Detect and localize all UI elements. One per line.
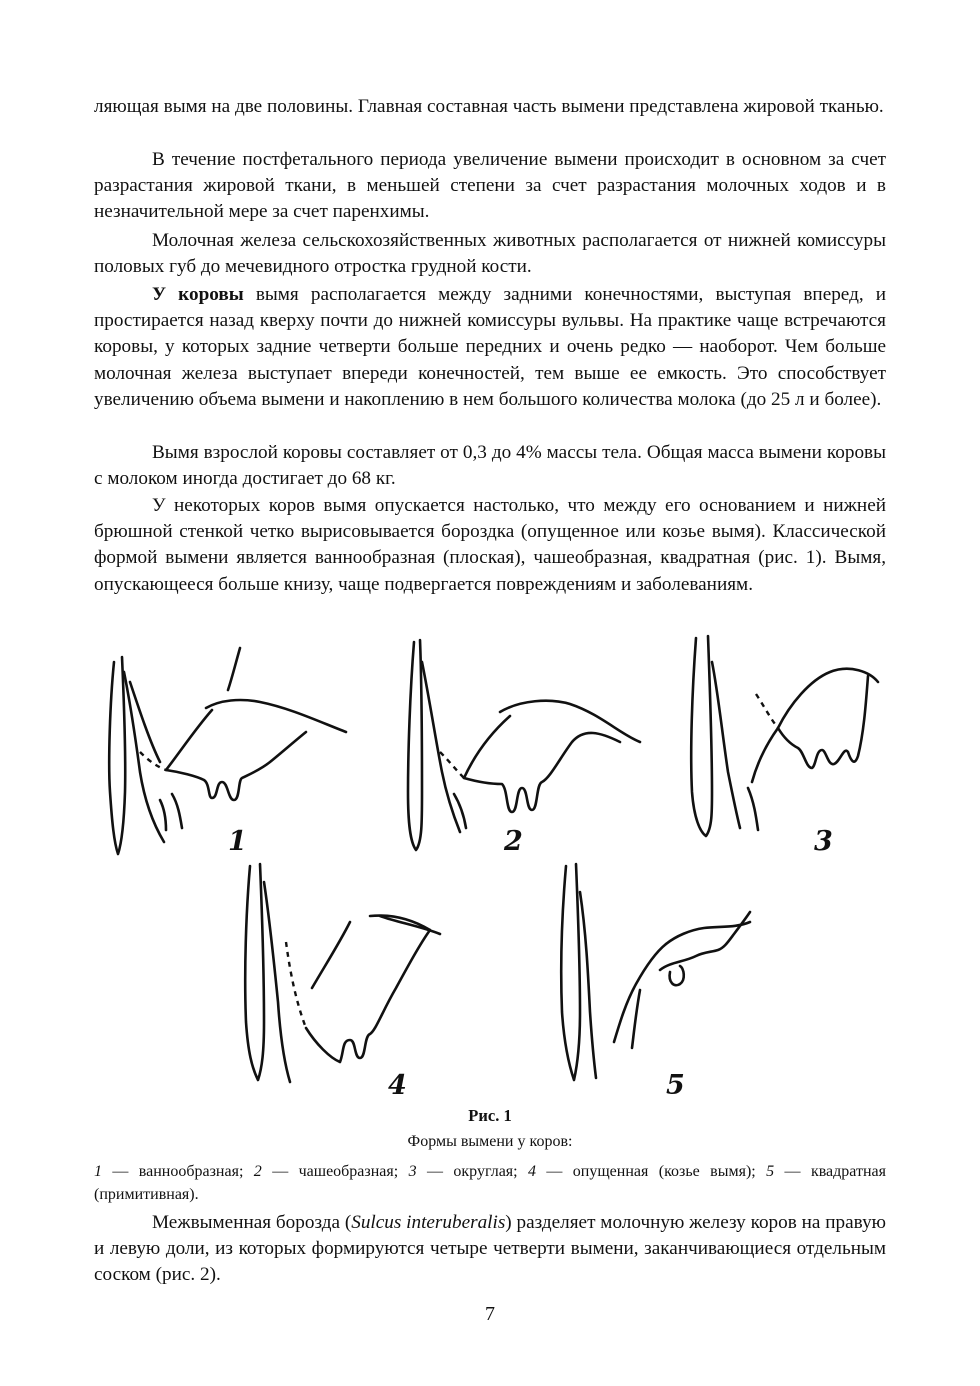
legend-text-5: — квадратная (примитивная). bbox=[94, 1163, 886, 1203]
figure-subtitle: Формы вымени у коров: bbox=[407, 1133, 573, 1150]
udder-forms-figure bbox=[100, 632, 880, 1102]
paragraph-cow-lead: У коровы bbox=[152, 284, 244, 305]
udder-shape-2-drawing bbox=[408, 640, 640, 850]
paragraph-postfetal: В течение постфетального периода увеличение вымени происходит в основном за счет разрастания жировой ткани, в меньшей степени за счет разрастания молочных ходов и в незначительной мере за счет паренхимы. bbox=[94, 149, 886, 223]
legend-num-4: 4 bbox=[528, 1163, 536, 1180]
udder-shape-1-drawing bbox=[109, 648, 346, 854]
legend-num-3: 3 bbox=[408, 1163, 417, 1180]
paragraph-location: Молочная железа сельскохозяйственных животных располагается от нижней комиссуры половых губ до мечевидного отростка грудной кости. bbox=[94, 230, 886, 278]
figure-legend bbox=[94, 1160, 886, 1206]
paragraph-sulcus bbox=[94, 1210, 886, 1289]
figure-label-1: 1 bbox=[228, 826, 247, 857]
page-number: 7 bbox=[485, 1303, 495, 1325]
figure-label-5: 5 bbox=[666, 1070, 685, 1101]
paragraph-continuation: ляющая вымя на две половины. Главная составная часть вымени представлена жировой тканью. bbox=[94, 96, 884, 117]
paragraph-sulcus-after: ) разделяет молочную железу коров на правую и левую доли, из которых формируются четыре четверти вымени, заканчивающиеся отдельным соском (рис. 2). bbox=[94, 1212, 886, 1286]
figure-title: Рис. 1 bbox=[468, 1106, 512, 1125]
udder-shape-4-drawing bbox=[245, 864, 440, 1082]
paragraph-mass: Вымя взрослой коровы составляет от 0,3 до 4% массы тела. Общая масса вымени коровы с молоком иногда достигает до 68 кг. bbox=[94, 442, 886, 490]
paragraph-cow bbox=[94, 282, 886, 413]
legend-text-2: — чашеобразная; bbox=[261, 1163, 409, 1180]
figure-label-2: 2 bbox=[504, 826, 523, 857]
figure-label-4: 4 bbox=[388, 1070, 407, 1101]
udder-shape-5-drawing bbox=[561, 864, 750, 1080]
paragraph-forms: У некоторых коров вымя опускается настолько, что между его основанием и нижней брюшной стенкой четко вырисовывается бороздка (опущенное или козье вымя). Классической формой вымени является ваннообразная (плоская), чашеобразная, квадратная (рис. 1). Вымя, опускающееся больше книзу, чаще подвергается повреждениям и заболеваниям. bbox=[94, 495, 886, 595]
udder-forms-drawing bbox=[100, 632, 880, 1102]
legend-num-5: 5 bbox=[766, 1163, 775, 1180]
figure-label-3: 3 bbox=[814, 826, 833, 857]
legend-text-3: — округлая; bbox=[416, 1163, 528, 1180]
legend-num-2: 2 bbox=[253, 1163, 262, 1180]
paragraph-sulcus-before: Межвыменная борозда ( bbox=[152, 1212, 352, 1233]
legend-num-1: 1 bbox=[94, 1163, 102, 1180]
paragraph-cow-text: вымя располагается между задними конечностями, выступая вперед, и простирается назад кверху почти до нижней комиссуры вульвы. На практике чаще встречаются коровы, у которых задние четверти больше передних и очень редко — наоборот. Чем больше молочная железа выступает впереди конечностей, тем выше ее емкость. Это способствует увеличению объема вымени и накоплению в нем большого количества молока (до 25 л и более). bbox=[94, 284, 887, 410]
legend-text-1: — ваннообразная; bbox=[102, 1163, 254, 1180]
legend-text-4: — опущенная (козье вымя); bbox=[536, 1163, 767, 1180]
udder-shape-3-drawing bbox=[691, 636, 878, 836]
paragraph-sulcus-latin: Sulcus interuberalis bbox=[351, 1212, 506, 1233]
